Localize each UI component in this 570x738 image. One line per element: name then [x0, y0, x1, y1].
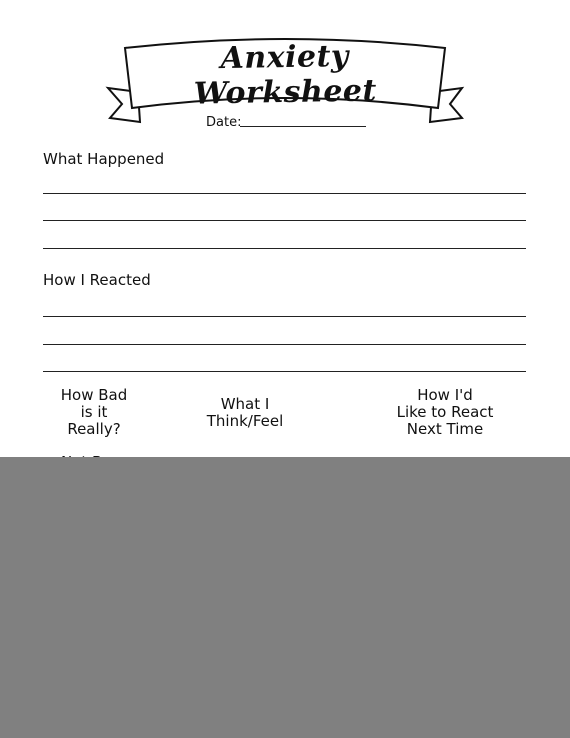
column-think-feel-line-1: What I [220, 395, 270, 413]
how-i-reacted-label: How I Reacted [43, 271, 151, 289]
how-i-reacted-line-2[interactable] [43, 344, 526, 345]
gray-overlay [0, 457, 570, 738]
column-how-bad-line-1: How Bad [60, 386, 128, 404]
date-label: Date: [206, 115, 242, 130]
how-i-reacted-line-1[interactable] [43, 316, 526, 317]
how-i-reacted-line-3[interactable] [43, 371, 526, 372]
date-field-line[interactable] [240, 126, 366, 127]
what-happened-line-2[interactable] [43, 220, 526, 221]
what-happened-label: What Happened [43, 150, 165, 168]
column-think-feel [195, 396, 295, 430]
worksheet-title: Anxiety Worksheet [193, 38, 378, 112]
column-how-bad [48, 387, 140, 438]
column-react-line-2: Like to React [396, 403, 494, 421]
what-happened-line-1[interactable] [43, 193, 526, 194]
what-happened-line-3[interactable] [43, 248, 526, 249]
column-how-bad-line-3: Really? [67, 420, 121, 438]
column-react-line-1: How I'd [417, 386, 473, 404]
column-think-feel-line-2: Think/Feel [206, 412, 284, 430]
column-react-next-time [375, 387, 515, 438]
column-react-line-3: Next Time [406, 420, 484, 438]
column-how-bad-line-2: is it [80, 403, 108, 421]
